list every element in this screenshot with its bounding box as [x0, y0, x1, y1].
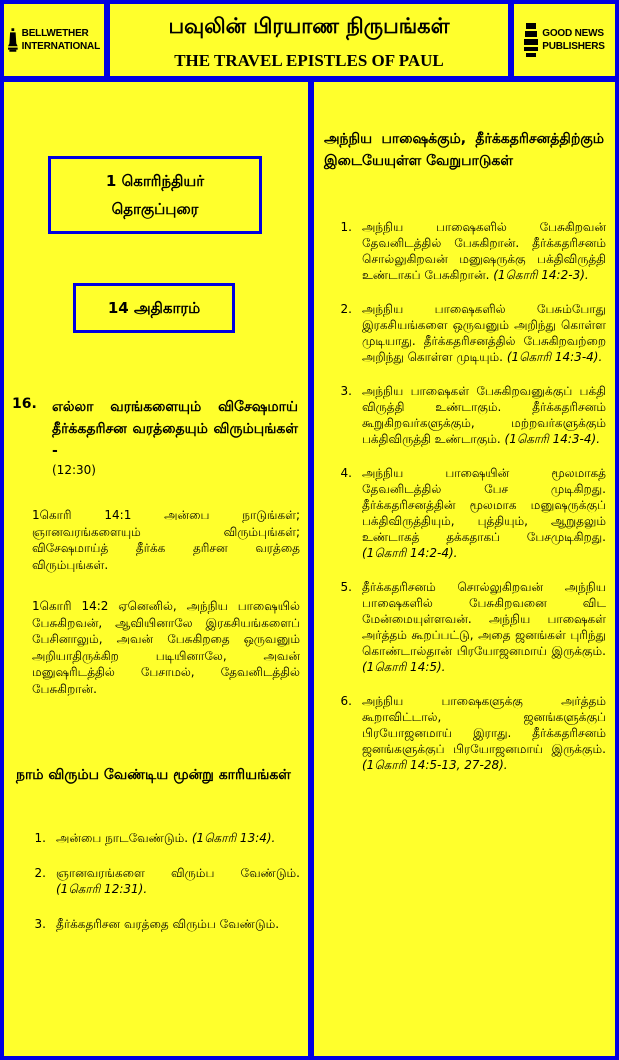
- section-heading-differences: அந்நிய பாஷைக்கும், தீர்க்கதரிசனத்திற்கும் இடையேயுள்ள வேறுபாடுகள்: [324, 131, 604, 169]
- list-item-number: 1.: [340, 220, 352, 234]
- list-item: [334, 219, 606, 283]
- list-item-text: அந்நிய பாஷைகளுக்கு அர்த்தம் கூறாவிட்டால், ஜனங்களுக்குப் பிரயோஜனமாய் இராது. தீர்க்கதரிசனம் ஜனங்களுக்குப் பிரயோஜனமாய் இருக்கும்.: [362, 694, 606, 756]
- chapter-box: [73, 283, 235, 333]
- verse-1cor-14-1: 1கொரி 14:1 அன்பை நாடுங்கள்; ஞானவரங்களையும் விரும்புங்கள்; விசேஷமாய்த் தீர்க்க தரிசன வரத்தை விரும்புங்கள்.: [32, 508, 300, 572]
- book-name: 1 கொரிந்தியர்: [105, 172, 205, 190]
- list-item-number: 4.: [340, 466, 352, 480]
- list-item-ref: (1கொரி 14:2-4).: [362, 546, 458, 560]
- list-item-number: 3.: [34, 916, 46, 931]
- chapter-label: 14 அதிகாரம்: [107, 299, 201, 317]
- list-item-ref: (1கொரி 14:5-13, 27-28).: [362, 758, 508, 772]
- three-things-list: [28, 830, 300, 950]
- list-item: [334, 301, 606, 365]
- list-item: [334, 579, 606, 675]
- list-item-number: 6.: [340, 694, 352, 708]
- list-item-text: அந்நிய பாஷைகள் பேசுகிறவனுக்குப் பக்தி விருத்தி உண்டாகும். தீர்க்கதரிசனம் கூறுகிறவர்களுக்கும், மற்றவர்களுக்கும் பக்திவிருத்தி உண்டாகும்.: [362, 384, 606, 446]
- list-item: [28, 916, 300, 933]
- list-item-text: அன்பை நாடவேண்டும்.: [56, 831, 189, 845]
- list-item-number: 1.: [34, 831, 46, 845]
- list-item-text: தீர்க்கதரிசனம் சொல்லுகிறவன் அந்நிய பாஷைகளில் பேசுகிறவனை விட மேன்மையுள்ளவன். அந்நிய பாஷைகள் அர்த்தம் கூறப்பட்டு, அதை ஜனங்கள் புரிந்து கொண்டால்தான் பிரயோஜனமாய் இருக்கும்.: [362, 580, 606, 658]
- book-title-box: [48, 156, 262, 234]
- verse-1cor-14-2: 1கொரி 14:2 ஏனெனில், அந்நிய பாஷையில் பேசுகிறவன், ஆவியினாலே இரகசியங்களைப் பேசினாலும், அவன் பேசுகிறதை ஒருவனும் அறியாதிருக்கிற படியினாலே, அவன் மனுஷரிடத்தில் பேசாமல், தேவனிடத்தில் பேசுகிறான்.: [32, 599, 300, 696]
- point-16-text: எல்லா வரங்களையும் விசேஷமாய் தீர்க்கதரிசன வரத்தையும் விரும்புங்கள் -: [52, 399, 298, 459]
- bell-icon: [8, 23, 18, 57]
- list-item: [28, 830, 300, 847]
- list-item: [334, 383, 606, 447]
- logo-left-line2: INTERNATIONAL: [21, 41, 100, 52]
- list-item-number: 3.: [340, 384, 352, 398]
- list-item-text: தீர்க்கதரிசன வரத்தை விரும்ப வேண்டும்.: [56, 916, 280, 931]
- list-item-text: அந்நிய பாஷைகளில் பேசுகிறவன் தேவனிடத்தில் பேசுகிறான். தீர்க்கதரிசனம் சொல்லுகிறவன் மனுஷருக்கு பக்திவிருத்தி உண்டாகப் பேசுகிறான்.: [362, 220, 606, 282]
- list-item-number: 2.: [340, 302, 352, 316]
- list-item-number: 2.: [34, 865, 46, 880]
- page-header: [110, 4, 508, 76]
- list-item: [334, 693, 606, 773]
- book-stack-icon: [524, 23, 538, 57]
- right-column: [314, 82, 615, 1056]
- list-item-text: அந்நிய பாஷையின் மூலமாகத் தேவனிடத்தில் பேச முடிகிறது. தீர்க்கதரிசனத்தின் மூலமாக மனுஷருக்குப் பக்திவிருத்தியும், புத்தியும், ஆறுதலும் உண்டாகத் தக்கதாகப் பேசமுடிகிறது.: [362, 466, 606, 544]
- page-title-english: THE TRAVEL EPISTLES OF PAUL: [174, 51, 444, 70]
- logo-right-line1: GOOD NEWS: [542, 28, 604, 39]
- list-item-ref: (1கொரி 14:2-3).: [493, 268, 589, 282]
- logo-right-line2: PUBLISHERS: [542, 41, 605, 52]
- list-item-ref: (1கொரி 14:5).: [362, 660, 446, 674]
- list-item-number: 5.: [340, 580, 352, 594]
- list-item-ref: (1கொரி 14:3-4).: [504, 432, 601, 446]
- list-item-ref: (1கொரி 12:31).: [56, 882, 148, 896]
- page-title-tamil: பவுலின் பிரயாண நிருபங்கள்: [168, 14, 450, 38]
- section-heading-three-things: நாம் விரும்ப வேண்டிய மூன்று காரியங்கள்: [16, 767, 291, 783]
- good-news-publishers-logo: [514, 4, 615, 76]
- list-item-text: அந்நிய பாஷைகளில் பேசும்போது இரகசியங்களை ஒருவனும் அறிந்து கொள்ள முடியாது. தீர்க்கதரிசனத்தில் பேசுகிறவற்றை அறிந்து கொள்ள முடியும்.: [362, 302, 606, 364]
- differences-list: [334, 219, 606, 791]
- list-item-ref: (1கொரி 14:3-4).: [506, 350, 603, 364]
- list-item: [28, 865, 300, 898]
- point-16: [12, 396, 298, 478]
- list-item-text: ஞானவரங்களை விரும்ப வேண்டும்.: [56, 865, 300, 880]
- bellwether-logo: [4, 4, 104, 76]
- book-subtitle: தொகுப்புரை: [111, 200, 199, 218]
- left-column: [4, 82, 308, 1056]
- logo-left-line1: BELLWETHER: [21, 28, 89, 39]
- list-item: [334, 465, 606, 561]
- point-16-number: 16.: [12, 396, 37, 412]
- list-item-ref: (1கொரி 13:4).: [191, 831, 276, 845]
- point-16-ref: (12:30): [52, 463, 96, 477]
